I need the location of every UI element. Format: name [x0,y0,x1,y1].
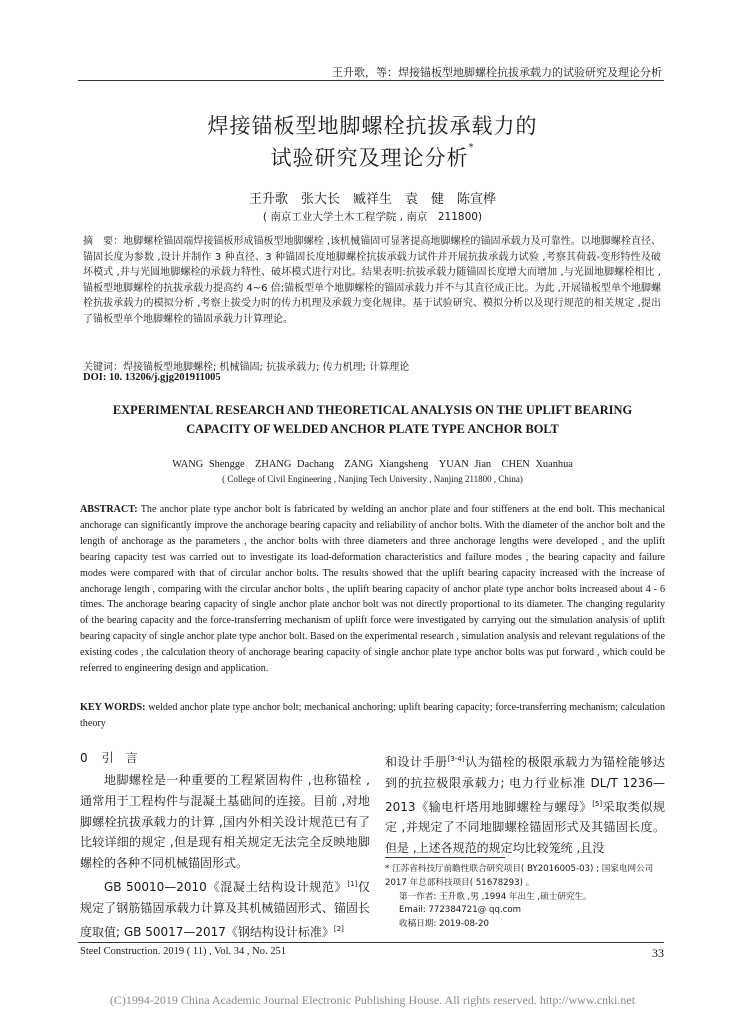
keywords-en-text: welded anchor plate type anchor bolt; mechanical anchoring; uplift bearing capacity; force-transferring mechanism; calculation theory [80,702,665,729]
citation-3-4: [3-4] [447,755,465,763]
title-cn-line1: 焊接锚板型地脚螺栓抗拔承载力的 [207,114,538,138]
body-paragraph-2-b: 仅规定了钢筋锚固承载力计算及其机械锚固形式、锚固长度取值; GB 50017—2017《钢结构设计标准》 [80,879,370,939]
keywords-en [80,700,665,732]
title-cn-line2 [0,142,745,172]
body-left-column [80,770,370,942]
keywords-cn-text: 焊接锚板型地脚螺栓; 机械锚固; 抗拔承载力; 传力机理; 计算理论 [123,362,410,373]
footer-divider [78,942,664,943]
keywords-cn [83,358,661,373]
title-en-line2: CAPACITY OF WELDED ANCHOR PLATE TYPE ANCHOR BOLT [186,422,559,436]
body-right-c: 采取类似规定 ,并规定了不同地脚螺栓锚固形式及其锚固长度。但是 ,上述各规范的规定均比较笼统 ,且没 [385,799,665,856]
title-cn-line2-text: 试验研究及理论分析 [270,146,469,170]
body-paragraph-2 [80,874,370,942]
body-right-column [385,749,665,859]
footnote-author: 第一作者: 王升歌 ,男 ,1994 年出生 ,硕士研究生。 [399,891,592,902]
abstract-cn [83,234,661,328]
footnote-divider [385,857,505,858]
citation-2: [2] [333,924,344,933]
body-right-b: 认为锚栓的极限承载力为锚栓能够达到的抗拉极限承载力; 电力行业标准 DL/T 1236—2013《输电杆塔用地脚螺栓与螺母》 [385,755,665,814]
running-header: 王升歌，等：焊接锚板型地脚螺栓抗拔承载力的试验研究及理论分析 [332,66,662,79]
footnote-fund: * 江苏省科技厅前瞻性联合研究项目( BY2016005-03) ; 国家电网公司 2017 年总部科技项目( 51678293) 。 [385,864,654,888]
title-en-line1: EXPERIMENTAL RESEARCH AND THEORETICAL ANALYSIS ON THE UPLIFT BEARING [112,403,633,417]
abstract-cn-text: 地脚螺栓锚固端焊接锚板形成锚板型地脚螺栓 ,该机械锚固可显著提高地脚螺栓的锚固承载力及可靠性。以地脚螺栓直径、锚固长度为参数 ,设计并制作 3 种直径、3 种锚固长度地脚螺栓抗拔承载力试件并开展抗拔承载力试验 ,考察其荷载-变形特性及破坏模式 ,并与光圆地脚螺栓的承载力特性、破坏模式进行对比。结果表明:抗拔承载力随锚固长度增大而增加 ,与光圆地脚螺栓相比 ,锚板型地脚螺栓的抗拔承载力提高约 4~6 倍;锚板型单个地脚螺栓的锚固承载力并不与其直径成正比。为此 ,开展锚板型单个地脚螺栓抗拔承载力的模拟分析 ,考察上拔受力时的传力机理及承载力变化规律。基于试验研究、模拟分析以及现行规范的相关规定 ,提出了锚板型单个地脚螺栓的锚固承载力计算理论。 [83,236,662,325]
body-paragraph-1: 地脚螺栓是一种重要的工程紧固构件 ,也称锚栓 ,通常用于工程构件与混凝土基础间的连接。目前 ,对地脚螺栓抗拔承载力的计算 ,国内外相关设计规范已有了比较详细的规定 ,但是现有相关规定无法完全反映地脚螺栓的各种不同机械锚固形式。 [80,773,370,871]
section-heading [80,749,152,766]
header-divider [78,80,664,81]
section-number: 0 [80,751,88,765]
body-paragraph-2-a: GB 50010—2010《混凝土结构设计规范》 [104,879,348,894]
footer-journal: Steel Construction. 2019 ( 11) , Vol. 34 , No. 251 [80,946,287,957]
abstract-cn-label: 摘 要： [83,236,124,247]
authors-cn: 王升歌 张大长 臧祥生 袁 健 陈宣桦 [248,192,496,207]
title-footnote-mark: * [468,142,475,153]
abstract-en-text: The anchor plate type anchor bolt is fabricated by welding an anchor plate and four stiffeners at the end bolt. This mechanical anchorage can significantly improve the anchorage bearing capacity and reliability of anchor bolts. With the diameter of the anchor bolt and the length of anchorage as the parameters , the anchor bolts with three diameters and three anchorage lengths were developed , and the uplift bearing capacity test was carried out to investigate its load-deformation characteristics and failure modes , the bearing capacity and failure modes were compared with that of circular anchor bolts. The results showed that the uplift bearing capacity increased with the increase of anchorage length , comparing with the circular anchor bolts , the uplift bearing capacity of anchor plate type anchor bolts increased about 4 - 6 times. The anchorage bearing capacity of single anchor plate anchor bolt was not directly proportional to its diameter. The changing regularity of the bearing capacity and the force-transferring mechanism of uplift force were investigated by carrying out the simulation analysis of uplift bearing capacity of single anchor plate type anchor bolt. Based on the experimental research , simulation analysis and relevant regulations of the existing codes , the calculation theory of anchorage bearing capacity of single anchor plate type anchor bolts was put forward , which could be referred to engineering design and application. [80,504,665,675]
citation-5: [5] [592,799,603,808]
body-right-a: 和设计手册 [385,755,448,769]
abstract-en-label: ABSTRACT: [80,504,138,515]
affiliation-cn: ( 南京工业大学土木工程学院 , 南京 211800) [262,211,483,223]
abstract-en [80,502,665,677]
affiliation-en: ( College of Civil Engineering , Nanjing Tech University , Nanjing 211800 , China) [222,474,523,484]
section-title: 引 言 [101,751,138,765]
doi: DOI: 10. 13206/j.gjg201911005 [83,372,221,383]
footnote-email: Email: 772384721@ qq.com [399,905,521,916]
footnotes [385,863,665,932]
footnote-received: 收稿日期: 2019-08-20 [399,919,489,930]
copyright-watermark: (C)1994-2019 China Academic Journal Electronic Publishing House. All rights reserved. http://www.cnki.net [109,993,636,1007]
citation-1: [1] [347,879,358,888]
page-number: 33 [652,946,664,960]
authors-en: WANG Shengge ZHANG Dachang ZANG Xiangsheng YUAN Jian CHEN Xuanhua [172,459,573,470]
keywords-cn-label: 关键词： [83,362,123,373]
keywords-en-label: KEY WORDS: [80,702,146,713]
